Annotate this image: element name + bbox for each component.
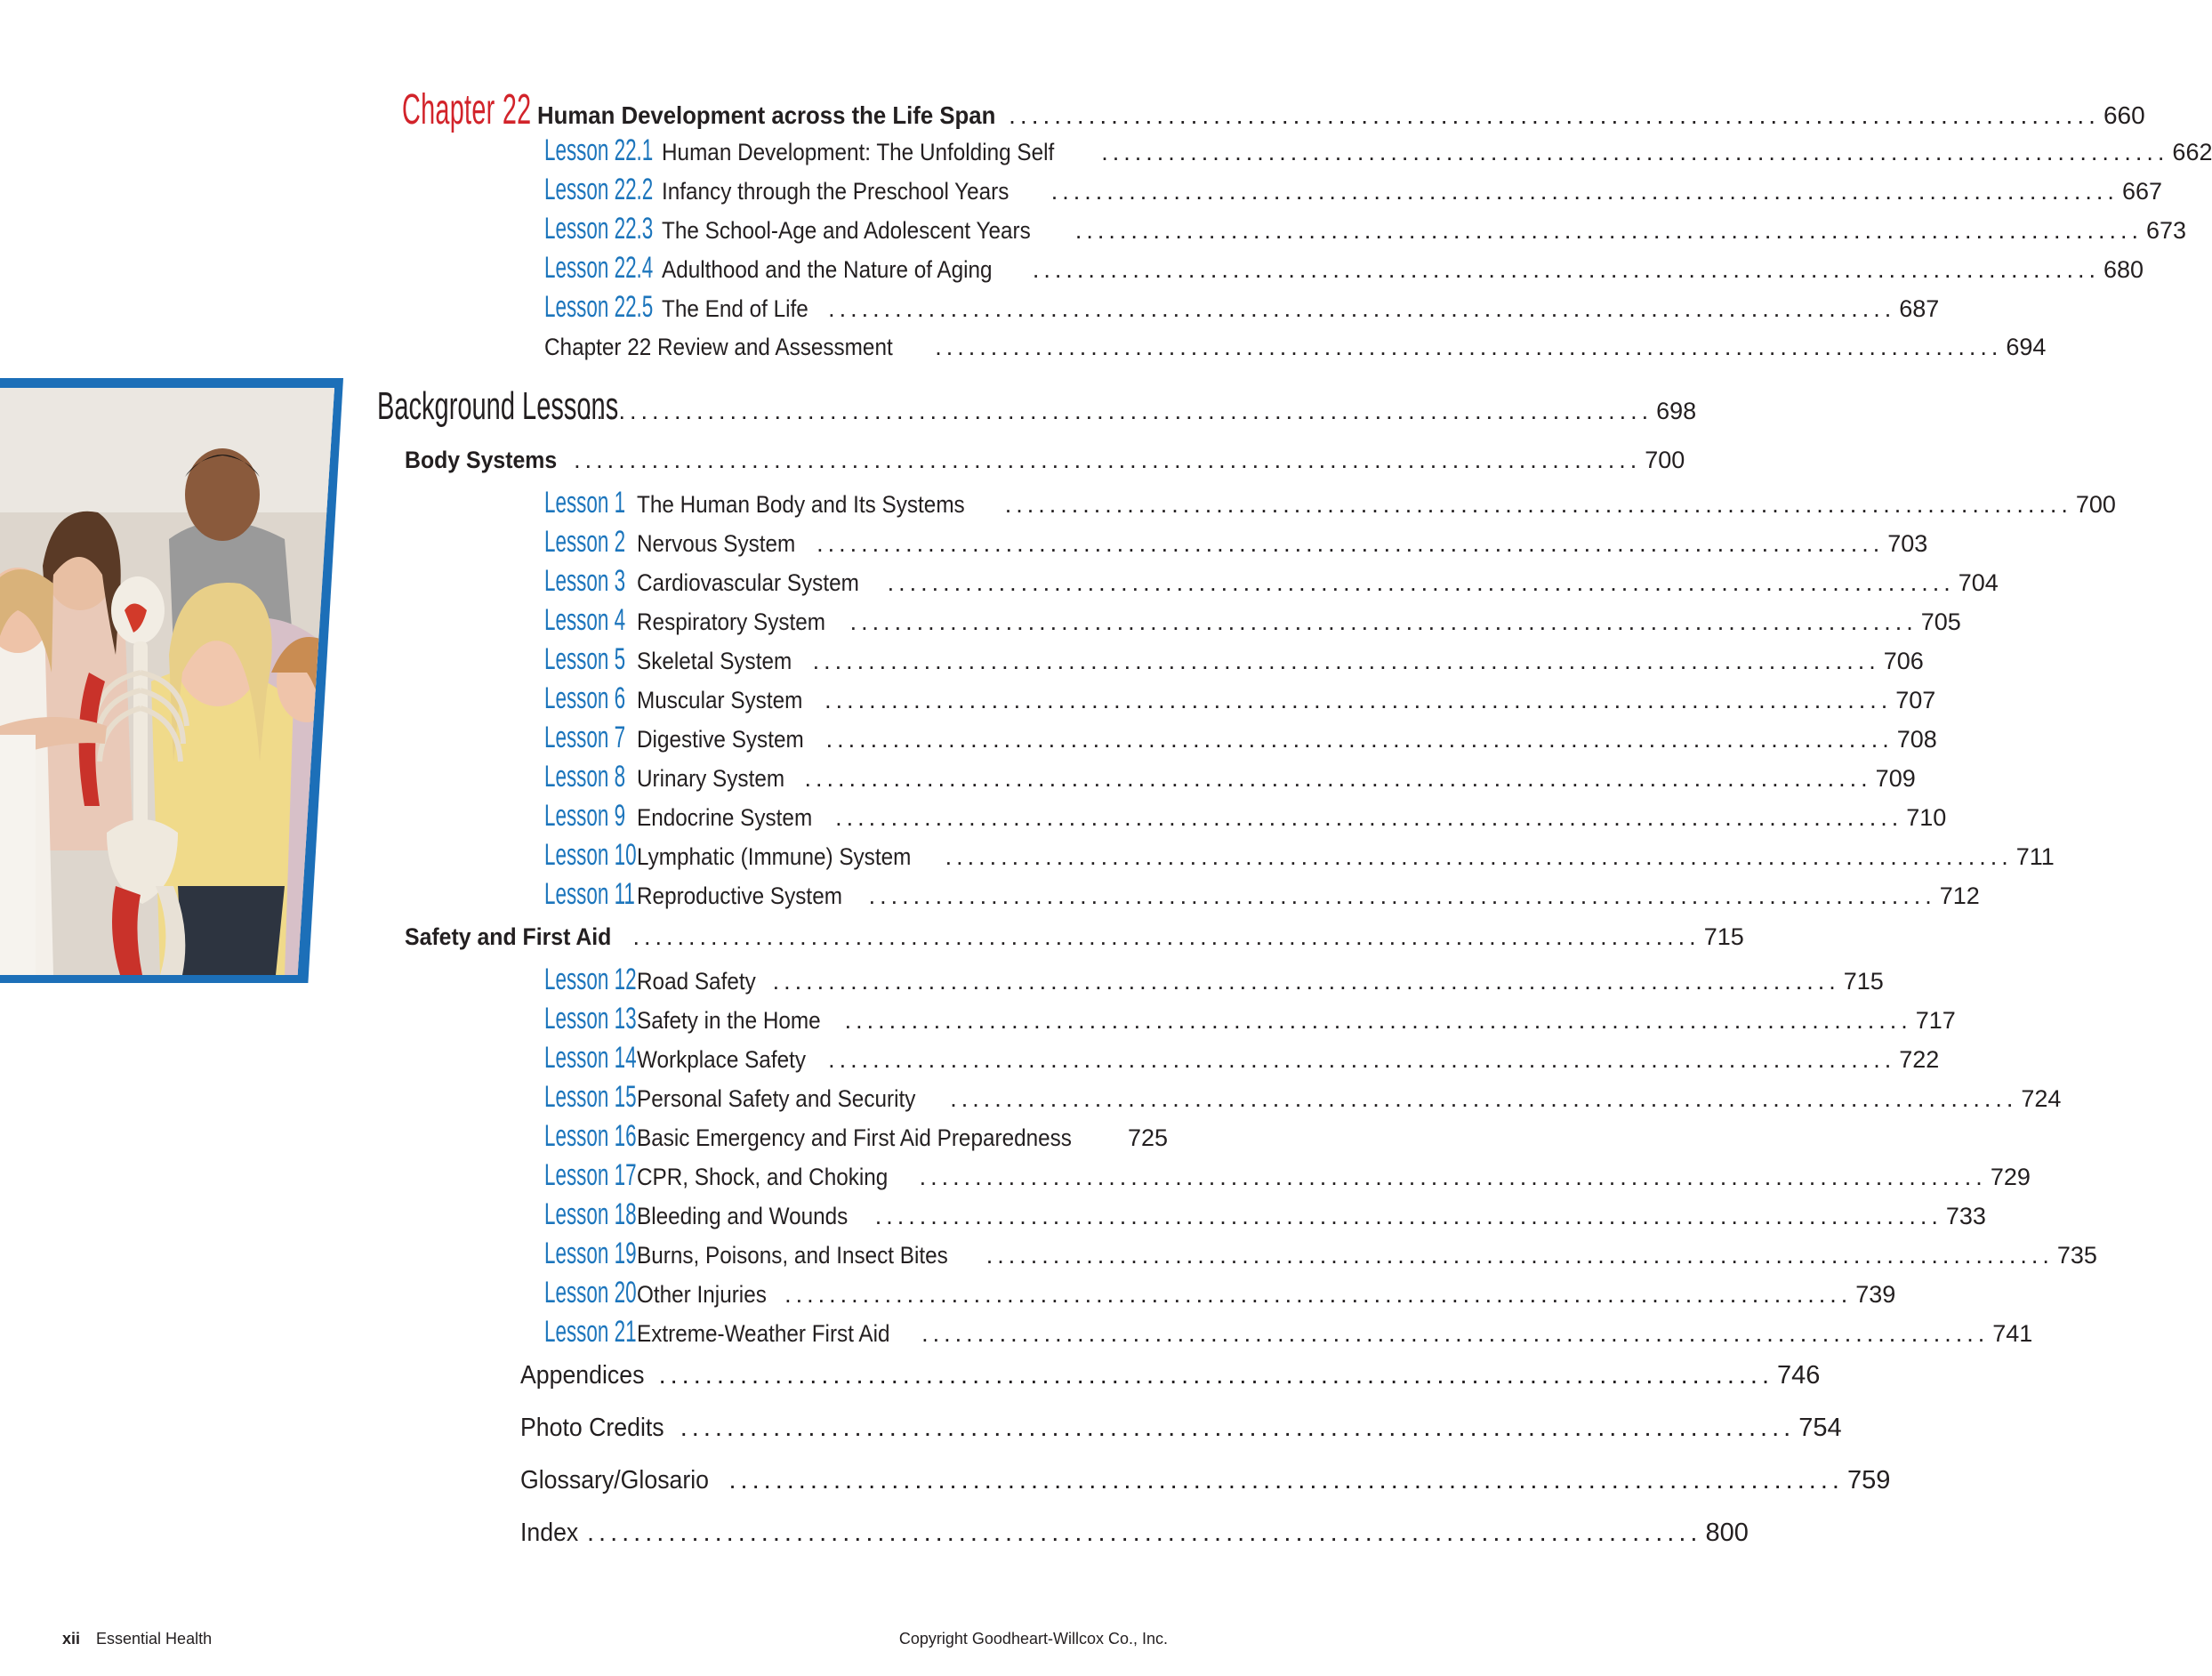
- page-number: 754: [1798, 1414, 1842, 1442]
- lesson-title: Skeletal System: [637, 648, 792, 674]
- lesson-title: Infancy through the Preschool Years: [662, 178, 1009, 205]
- leader-dots: ................................................................................................: [1009, 101, 2100, 129]
- lesson-title: Nervous System: [637, 530, 796, 557]
- page-number: 704: [1958, 569, 1999, 596]
- page-number: 746: [1777, 1361, 1821, 1390]
- page-number: 680: [2103, 256, 2144, 283]
- lesson-label: Lesson 14: [544, 1041, 637, 1075]
- lesson-label: Lesson 22.1: [544, 133, 654, 167]
- toc-lesson-14[interactable]: [544, 1041, 1940, 1076]
- leader-dots: [1123, 1124, 1124, 1152]
- lesson-title: Urinary System: [637, 765, 785, 792]
- leader-dots: ................................................................................................: [1004, 491, 2072, 518]
- leader-dots: ................................................................................................: [1032, 256, 2100, 283]
- leader-dots: ................................................................................................: [874, 1203, 1943, 1229]
- lesson-label: Lesson 19: [544, 1237, 637, 1270]
- lesson-label: Lesson 21: [544, 1315, 637, 1349]
- background-lessons-title: Background Lessons: [377, 384, 619, 428]
- toc-lesson-6[interactable]: [544, 681, 1936, 716]
- page-number: 700: [1645, 447, 1685, 473]
- toc-lesson-10[interactable]: [544, 838, 2055, 873]
- leader-dots: ................................................................................................: [784, 1281, 1853, 1308]
- toc-lesson-19[interactable]: [544, 1237, 2097, 1271]
- toc-lesson-22-5[interactable]: [544, 290, 1940, 325]
- page-number: 712: [1939, 882, 1980, 909]
- page-number: 717: [1915, 1007, 1956, 1034]
- lesson-label: Lesson 22.3: [544, 212, 654, 246]
- lesson-title: CPR, Shock, and Choking: [637, 1164, 889, 1190]
- back-matter-title: Appendices: [520, 1361, 645, 1390]
- toc-lesson-11[interactable]: [544, 877, 1980, 912]
- page-number: 700: [2075, 491, 2116, 518]
- toc-lesson-5[interactable]: [544, 642, 1924, 677]
- leader-dots: ................................................................................................: [950, 1085, 2018, 1112]
- lesson-label: Lesson 13: [544, 1002, 637, 1035]
- leader-dots: ................................................................................................: [816, 530, 1885, 557]
- lesson-label: Lesson 11: [544, 877, 635, 911]
- page-number: 729: [1990, 1164, 2031, 1190]
- photo-illustration: [0, 388, 334, 975]
- lesson-label: Lesson 22.4: [544, 251, 654, 285]
- section-safety-first-aid[interactable]: [405, 923, 1744, 951]
- lesson-title: Other Injuries: [637, 1281, 767, 1308]
- toc-glossary[interactable]: [520, 1466, 1891, 1495]
- leader-dots: ................................................................................................: [828, 295, 1896, 322]
- leader-dots: ................................................................................................: [804, 765, 1872, 792]
- page-number: 725: [1127, 1124, 1168, 1151]
- section-body-systems[interactable]: [405, 447, 1685, 474]
- toc-lesson-8[interactable]: [544, 760, 1916, 794]
- lesson-title: Road Safety: [637, 968, 756, 995]
- lesson-title: The End of Life: [662, 295, 808, 322]
- lesson-title: Workplace Safety: [637, 1046, 806, 1073]
- toc-lesson-1[interactable]: [544, 486, 2116, 520]
- toc-lesson-20[interactable]: [544, 1276, 1896, 1310]
- lesson-title: Bleeding and Wounds: [637, 1203, 849, 1229]
- leader-dots: ................................................................................................: [680, 1414, 1796, 1442]
- leader-dots: ................................................................................................: [1074, 217, 2143, 244]
- lesson-label: Lesson 18: [544, 1197, 637, 1231]
- page-number: 715: [1703, 923, 1744, 950]
- leader-dots: ................................................................................................: [828, 1046, 1896, 1073]
- back-matter-title: Index: [520, 1519, 579, 1547]
- page-number: 709: [1875, 765, 1916, 792]
- page-number: 722: [1899, 1046, 1940, 1073]
- leader-dots: ................................................................................................: [812, 648, 1880, 674]
- leader-dots: ................................................................................................: [574, 447, 1642, 473]
- lesson-title: The School-Age and Adolescent Years: [662, 217, 1031, 244]
- toc-lesson-7[interactable]: [544, 721, 1937, 755]
- toc-photo-credits[interactable]: [520, 1414, 1842, 1443]
- leader-dots: ................................................................................................: [945, 843, 2013, 870]
- leader-dots: ................................................................................................: [586, 1519, 1702, 1547]
- page-number: 739: [1855, 1281, 1896, 1308]
- lesson-label: Lesson 12: [544, 963, 637, 996]
- lesson-title: Muscular System: [637, 687, 803, 713]
- toc-appendices[interactable]: [520, 1361, 1821, 1390]
- toc-lesson-18[interactable]: [544, 1197, 1986, 1232]
- page-number: 662: [2172, 139, 2212, 165]
- toc-lesson-21[interactable]: [544, 1315, 2033, 1350]
- lesson-title: Digestive System: [637, 726, 804, 753]
- lesson-label: Lesson 8: [544, 760, 626, 794]
- page-number: 708: [1896, 726, 1937, 753]
- leader-dots: ................................................................................................: [844, 1007, 1912, 1034]
- page-number: 673: [2145, 217, 2187, 244]
- leader-dots: ................................................................................................: [919, 1164, 1987, 1190]
- lesson-label: Lesson 22.5: [544, 290, 654, 324]
- lesson-label: Lesson 10: [544, 838, 637, 872]
- leader-dots: ................................................................................................: [632, 923, 1701, 950]
- toc-lesson-16[interactable]: [544, 1119, 1168, 1154]
- leader-dots: ................................................................................................: [921, 1320, 1990, 1347]
- toc-lesson-12[interactable]: [544, 963, 1884, 997]
- toc-lesson-9[interactable]: [544, 799, 1947, 834]
- toc-index[interactable]: [520, 1519, 1749, 1548]
- lesson-label: Lesson 4: [544, 603, 626, 637]
- lesson-title: Cardiovascular System: [637, 569, 859, 596]
- section-title: Body Systems: [405, 447, 558, 473]
- page-number: 707: [1895, 687, 1936, 713]
- leader-dots: ................................................................................................: [728, 1466, 1844, 1495]
- leader-dots: ................................................................................................: [935, 334, 2003, 360]
- leader-dots: ................................................................................................: [772, 968, 1840, 995]
- page-number: 711: [2015, 843, 2055, 870]
- leader-dots: ................................................................................................: [887, 569, 1955, 596]
- lesson-title: The Human Body and Its Systems: [637, 491, 965, 518]
- footer-copyright: Copyright Goodheart-Willcox Co., Inc.: [898, 1630, 1168, 1648]
- page-number: 733: [1945, 1203, 1986, 1229]
- lesson-title: Basic Emergency and First Aid Preparedness: [637, 1124, 1072, 1151]
- page-number: 667: [2121, 178, 2162, 205]
- chapter-label: Chapter 22: [402, 86, 532, 133]
- page-number: 759: [1846, 1466, 1891, 1495]
- background-lessons-entry[interactable]: [377, 384, 1697, 429]
- leader-dots: ................................................................................................: [849, 608, 1918, 635]
- section-title: Safety and First Aid: [405, 923, 612, 950]
- lesson-title: Respiratory System: [637, 608, 826, 635]
- leader-dots: ................................................................................................: [1101, 139, 2169, 165]
- lesson-title: Endocrine System: [637, 804, 813, 831]
- lesson-title: Lymphatic (Immune) System: [637, 843, 912, 870]
- lesson-title: Safety in the Home: [637, 1007, 821, 1034]
- page-number: 706: [1883, 648, 1924, 674]
- page-number: 698: [1656, 398, 1697, 424]
- toc-lesson-22-4[interactable]: [544, 251, 2144, 286]
- review-title: Chapter 22 Review and Assessment: [544, 334, 893, 360]
- page-number: 705: [1920, 608, 1961, 635]
- leader-dots: ................................................................................................: [868, 882, 1936, 909]
- lesson-label: Lesson 16: [544, 1119, 637, 1153]
- lesson-title: Burns, Poisons, and Insect Bites: [637, 1242, 948, 1269]
- toc-lesson-22-2[interactable]: [544, 173, 2162, 207]
- toc-lesson-22-1[interactable]: [544, 133, 2212, 168]
- toc-lesson-22-3[interactable]: [544, 212, 2187, 246]
- toc-lesson-4[interactable]: [544, 603, 1961, 638]
- page-number: 703: [1887, 530, 1928, 557]
- chapter-entry[interactable]: [402, 85, 2145, 134]
- toc-lesson-17[interactable]: [544, 1158, 2031, 1193]
- back-matter-title: Photo Credits: [520, 1414, 664, 1442]
- lesson-label: Lesson 17: [544, 1158, 637, 1192]
- toc-lesson-2[interactable]: [544, 525, 1928, 560]
- leader-dots: ................................................................................................: [825, 726, 1894, 753]
- leader-dots: ................................................................................................: [658, 1361, 1774, 1390]
- lesson-label: Lesson 3: [544, 564, 626, 598]
- page-number: 715: [1843, 968, 1884, 995]
- lesson-title: Human Development: The Unfolding Self: [662, 139, 1055, 165]
- page-number: 694: [2006, 334, 2047, 360]
- page-number: 687: [1899, 295, 1940, 322]
- lesson-label: Lesson 6: [544, 681, 626, 715]
- toc-lesson-15[interactable]: [544, 1080, 2062, 1115]
- lesson-title: Reproductive System: [637, 882, 842, 909]
- page-number: 735: [2056, 1242, 2097, 1269]
- lesson-label: Lesson 20: [544, 1276, 637, 1309]
- toc-lesson-13[interactable]: [544, 1002, 1956, 1036]
- page-number: 660: [2103, 101, 2145, 129]
- leader-dots: ................................................................................................: [835, 804, 1903, 831]
- lesson-title: Extreme-Weather First Aid: [637, 1320, 890, 1347]
- footer-book-title: Essential Health: [96, 1630, 213, 1648]
- leader-dots: ................................................................................................: [1050, 178, 2119, 205]
- lesson-title: Personal Safety and Security: [637, 1085, 916, 1112]
- students-skeleton-photo: [0, 388, 334, 975]
- lesson-label: Lesson 22.2: [544, 173, 654, 206]
- lesson-title: Adulthood and the Nature of Aging: [662, 256, 993, 283]
- lesson-label: Lesson 15: [544, 1080, 637, 1114]
- lesson-label: Lesson 5: [544, 642, 626, 676]
- leader-dots: ................................................................................................: [824, 687, 1893, 713]
- leader-dots: ................................................................................................: [585, 398, 1653, 424]
- lesson-label: Lesson 2: [544, 525, 626, 559]
- back-matter-title: Glossary/Glosario: [520, 1466, 710, 1495]
- lesson-label: Lesson 1: [544, 486, 626, 520]
- leader-dots: ................................................................................................: [985, 1242, 2054, 1269]
- lesson-label: Lesson 7: [544, 721, 626, 754]
- chapter-title: Human Development across the Life Span: [537, 101, 996, 129]
- lesson-label: Lesson 9: [544, 799, 626, 833]
- footer-left: [62, 1630, 212, 1648]
- page-number: 724: [2021, 1085, 2062, 1112]
- toc-chapter-review[interactable]: [544, 334, 2047, 361]
- footer-page-number: xii: [62, 1630, 81, 1648]
- toc-lesson-3[interactable]: [544, 564, 1999, 599]
- page-number: 800: [1705, 1519, 1749, 1547]
- page-number: 710: [1906, 804, 1947, 831]
- page-number: 741: [1992, 1320, 2033, 1347]
